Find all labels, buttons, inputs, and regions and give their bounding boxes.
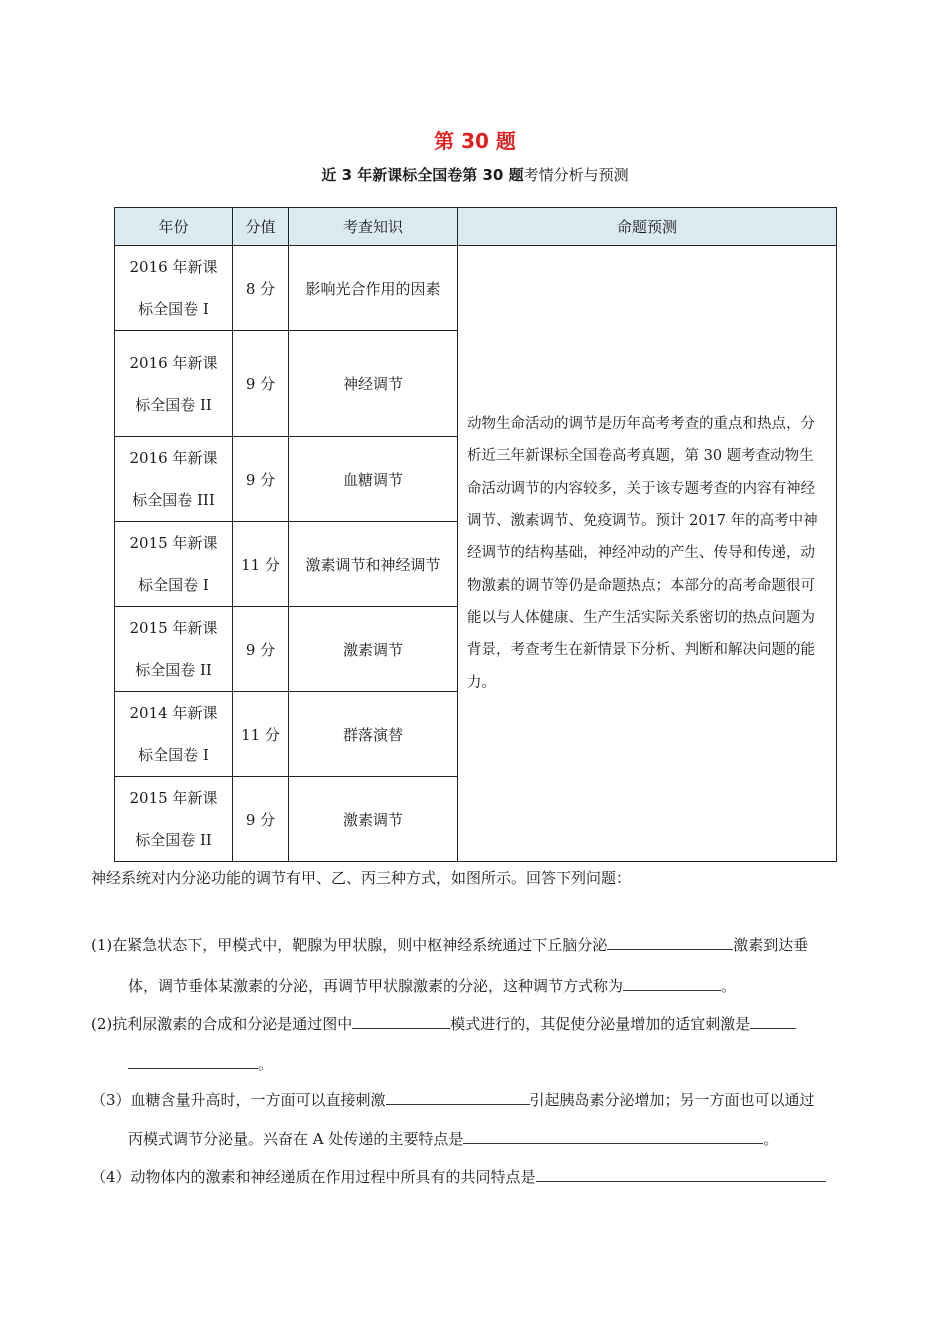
exam-analysis-table xyxy=(114,207,837,862)
year-line: 标全国卷 I xyxy=(138,746,209,764)
score-cell: 11 分 xyxy=(233,522,289,607)
question-2-line-2 xyxy=(128,1053,273,1074)
page-subtitle xyxy=(0,164,950,185)
question-1-line-2 xyxy=(128,975,736,996)
year-cell xyxy=(115,437,233,522)
year-cell xyxy=(115,246,233,331)
topic-cell: 群落演替 xyxy=(289,692,458,777)
answer-blank[interactable] xyxy=(386,1090,530,1105)
answer-blank[interactable] xyxy=(463,1129,763,1144)
question-text: （3）血糖含量升高时，一方面可以直接刺激 xyxy=(91,1091,386,1109)
table-row xyxy=(115,246,837,331)
topic-cell: 激素调节 xyxy=(289,607,458,692)
answer-blank[interactable] xyxy=(536,1167,826,1182)
prediction-cell: 动物生命活动的调节是历年高考考查的重点和热点，分析近三年新课标全国卷高考真题，第 30 题考查动物生命活动调节的内容较多，关于该专题考查的内容有神经调节、激素调节、免疫调节。预计 2017 年的高考中神经调节的结构基础，神经冲动的产生、传导和传递，动物激素的调节等仍是命题热点；本部分的高考命题很可能以与人体健康、生产生活实际关系密切的热点问题为背景，考查考生在新情景下分析、判断和解决问题的能力。 xyxy=(458,246,837,862)
score-cell: 11 分 xyxy=(233,692,289,777)
header-score: 分值 xyxy=(233,208,289,246)
table-header-row xyxy=(115,208,837,246)
answer-blank[interactable] xyxy=(128,1054,258,1069)
subtitle-bold: 近 3 年新课标全国卷第 30 题 xyxy=(321,166,524,184)
year-line: 标全国卷 II xyxy=(135,395,212,414)
question-intro: 神经系统对内分泌功能的调节有甲、乙、丙三种方式，如图所示。回答下列问题： xyxy=(91,869,632,887)
question-text: (1)在紧急状态下，甲模式中，靶腺为甲状腺，则中枢神经系统通过下丘脑分泌 xyxy=(91,936,608,954)
header-prediction: 命题预测 xyxy=(458,208,837,246)
question-3-line-1 xyxy=(91,1089,815,1110)
question-4-line-1 xyxy=(91,1166,826,1187)
question-text: 。 xyxy=(258,1055,274,1073)
answer-blank[interactable] xyxy=(623,976,721,991)
year-cell xyxy=(115,607,233,692)
answer-blank[interactable] xyxy=(352,1014,450,1029)
topic-cell: 激素调节 xyxy=(289,777,458,862)
page-title: 第 30 题 xyxy=(434,129,516,153)
topic-cell: 影响光合作用的因素 xyxy=(289,246,458,331)
year-line: 标全国卷 III xyxy=(132,491,215,509)
year-cell xyxy=(115,331,233,437)
year-line: 2016 年新课 xyxy=(129,353,218,372)
question-3-line-2 xyxy=(128,1128,778,1149)
topic-cell: 激素调节和神经调节 xyxy=(289,522,458,607)
score-cell: 8 分 xyxy=(233,246,289,331)
header-topic: 考查知识 xyxy=(289,208,458,246)
question-text: 激素到达垂 xyxy=(733,936,809,954)
year-line: 2016 年新课 xyxy=(129,449,218,467)
topic-cell: 神经调节 xyxy=(289,331,458,437)
year-cell xyxy=(115,692,233,777)
year-line: 2015 年新课 xyxy=(129,534,218,552)
year-cell xyxy=(115,522,233,607)
score-cell: 9 分 xyxy=(233,331,289,437)
year-line: 标全国卷 I xyxy=(138,576,209,594)
subtitle-normal: 考情分析与预测 xyxy=(523,166,629,184)
question-text: （4）动物体内的激素和神经递质在作用过程中所具有的共同特点是 xyxy=(91,1168,536,1186)
topic-cell: 血糖调节 xyxy=(289,437,458,522)
question-text: 丙模式调节分泌量。兴奋在 A 处传递的主要特点是 xyxy=(128,1130,464,1148)
header-year: 年份 xyxy=(115,208,233,246)
year-line: 2014 年新课 xyxy=(129,704,218,722)
score-cell: 9 分 xyxy=(233,607,289,692)
question-text: 体，调节垂体某激素的分泌，再调节甲状腺激素的分泌，这种调节方式称为 xyxy=(128,977,624,995)
year-line: 2015 年新课 xyxy=(129,789,218,807)
question-2-line-1 xyxy=(91,1013,796,1034)
answer-blank[interactable] xyxy=(607,935,733,950)
question-text: 引起胰岛素分泌增加；另一方面也可以通过 xyxy=(529,1091,815,1109)
year-line: 标全国卷 I xyxy=(138,300,209,318)
question-text: (2)抗利尿激素的合成和分泌是通过图中 xyxy=(91,1015,353,1033)
question-1-line-1 xyxy=(91,934,808,955)
answer-blank[interactable] xyxy=(750,1014,796,1029)
score-cell: 9 分 xyxy=(233,437,289,522)
score-cell: 9 分 xyxy=(233,777,289,862)
year-line: 标全国卷 II xyxy=(135,661,212,679)
year-line: 2015 年新课 xyxy=(129,619,218,637)
year-cell xyxy=(115,777,233,862)
question-text: 。 xyxy=(721,977,737,995)
question-text: 。 xyxy=(763,1130,779,1148)
question-text: 模式进行的，其促使分泌量增加的适宜刺激是 xyxy=(450,1015,751,1033)
year-line: 标全国卷 II xyxy=(135,831,212,849)
year-line: 2016 年新课 xyxy=(129,258,218,276)
